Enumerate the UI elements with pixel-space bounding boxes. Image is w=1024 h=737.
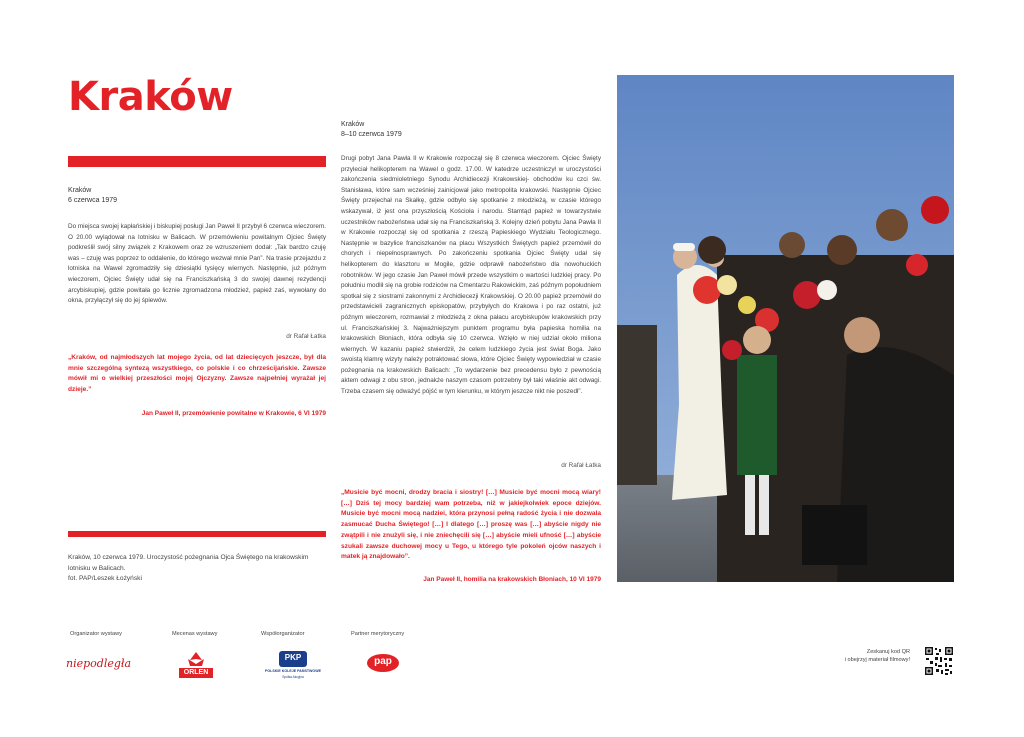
qr-instructions (798, 648, 910, 664)
photo-caption (68, 553, 326, 585)
left-quote: „Kraków, od najmłodszych lat mojego życia, od lat dziecięcych jeszcze, był dla mnie szczególną syntezą wszystkiego, co polskie i co chrześcijańskie. Zawsze mówił mi o wielkiej przeszłości mojej Ojczyzny. Zawsze najpełniej wyrażał jej dzieje.” (68, 354, 326, 394)
pkp-logo (263, 650, 323, 682)
left-quote-source: Jan Paweł II, przemówienie powitalne w Krakowie, 6 VI 1979 (141, 410, 326, 417)
middle-section-heading (341, 120, 601, 140)
middle-heading-date: 8–10 czerwca 1979 (341, 131, 402, 138)
middle-body-text: Drugi pobyt Jana Pawła II w Krakowie rozpoczął się 8 czerwca wieczorem. Ojciec Święty przyleciał helikopterem na Wawel o godz. 17.00. W katedrze uczestniczył w uroczystości zakończenia siedmioletniego Synodu Archidiecezji Krakowskiej- obchodów ku czci św. Stanisława, które sam wcześniej zainicjował jako metropolita krakowski. Następnie Ojciec Święty przejechał na Skałkę, gdzie odbyło się spotkanie z młodzieżą, w czasie którego wskazywał, iż jest ona przyszłością Kościoła i narodu. Stamtąd papież w towarzystwie uczestników nabożeństwa udał się na Franciszkańską 3. Kolejny dzień pobytu Jana Pawła II w Krakowie rozpoczął się od spotkania z rzeszą Papieskiego Wydziału Teologicznego. Następnie w bazylice franciszkanów na placu Wszystkich Świętych papież przemówił do chorych i niepełnosprawnych. Po zakończeniu spotkania Ojciec Święty udał się helikopterem do klasztoru w Mogile, gdzie odprawił nabożeństwo dla nowohuckich robotników. W jego czasie Jan Paweł mówił przede wszystkim o wartości ludzkiej pracy. Po południu modlił się na grobie rodziców na Cmentarzu Rakowickim, zaś późnym popołudniem spotkał się z siostrami zakonnymi z Archidiecezji Krakowskiej. O 20.00 papież przemówił do przedstawicieli zagranicznych episkopatów, przybyłych do Krakowa i po raz ostatni, już późnym wieczorem, rozmawiał z młodzieżą z okna pałacu arcybiskupów krakowskich przy ul. Franciszkańskiej 3. Najważniejszym punktem programu była papieska homilia na krakowskich Błoniach, która odbyła się 10 czerwca. Wzięło w niej udział około miliona wiernych. W kazaniu papież stwierdził, że celem ludzkiego życia jest świat Boga. Jako swoistą klamrę wizyty należy potraktować słowa, które Ojciec Święty wypowiedział w czasie pożegnania na krakowskich Balicach: „To wydarzenie bez precedensu było z pewnością aktem odwagi z obu stron, jednakże naszym czasom potrzebny był taki właśnie akt odwagi. Trzeba czasem się odważyć pójść w tym kierunku, w którym jeszcze nikt nie poszedł”. (341, 155, 601, 396)
pap-logo (366, 653, 400, 673)
pkp-logo-text: POLSKIE KOLEJE PAŃSTWOWE (264, 669, 322, 673)
middle-heading-place: Kraków (341, 121, 365, 128)
orlen-logo (178, 650, 214, 680)
organizer-logo: niepodległa (66, 657, 132, 670)
middle-quote-source: Jan Paweł II, homilia na krakowskich Błoniach, 10 VI 1979 (423, 576, 601, 583)
middle-author: dr Rafał Łatka (561, 462, 601, 469)
caption-accent-bar (68, 531, 326, 537)
orlen-logo-text: ORLEN (183, 669, 209, 676)
left-author: dr Rafał Łatka (286, 333, 326, 340)
left-heading-place: Kraków (68, 187, 92, 194)
pkp-logo-subtext: Spółka Akcyjna (282, 675, 304, 679)
organizer-label: Organizator wystawy (70, 631, 122, 637)
left-heading-date: 6 czerwca 1979 (68, 197, 118, 204)
coorganizer-label: Współorganizator (261, 631, 305, 637)
photo-credit: fot. PAP/Leszek Łożyński (68, 575, 142, 582)
pap-logo-text: pap (374, 656, 392, 667)
photo-caption-text: Kraków, 10 czerwca 1979. Uroczystość pożegnania Ojca Świętego na krakowskim lotnisku w Balicach. (68, 554, 309, 572)
middle-quote: „Musicie być mocni, drodzy bracia i siostry! […] Musicie być mocni mocą wiary! […] Dziś tej mocy bardziej wam potrzeba, niż w jakiejkolwiek epoce dziejów. Musicie być mocni mocą nadziei, która przynosi pełną radość życia i nie dozwala zasmucać Ducha Świętego! […] I dlatego […] proszę was […] abyście nigdy nie zwątpili i nie znużyli się, i nie zniechęcili się […] abyście mieli ufność […] abyście szukali zawsze duchowej mocy u Tego, u którego tyle pokoleń ojców naszych i matek ją znajdowało”. (341, 489, 601, 561)
accent-bar (68, 156, 326, 167)
left-body-text: Do miejsca swojej kapłańskiej i biskupiej posługi Jan Paweł II przybył 6 czerwca wieczorem. O 20.00 wylądował na lotnisku w Balicach. W przemówieniu powitalnym Ojciec Święty podkreślił swój silny związek z Krakowem oraz ze wzruszeniem dodał: „Tak bardzo czuję was – czuję was poprzez to oddalenie, do którego wezwał mnie Pan”. Na trasie przejazdu z lotniska na Wawel zgromadziły się dziesiątki tysięcy wiernych. Następnie, już późnym wieczorem, Ojciec Święty udał się na Franciszkańską 3 do swojej dawnej rezydencji arcybiskupiej, gdzie powitała go licznie zgromadzona młodzież, papież zaś, wywołany do okna, przyłączył się do jej śpiewów. (68, 223, 326, 305)
qr-code[interactable] (924, 646, 954, 676)
patron-label: Mecenas wystawy (172, 631, 218, 637)
partner-label: Partner merytoryczny (351, 631, 405, 637)
qr-line-1: Zeskanuj kod QR (866, 649, 910, 655)
page-title: Kraków (68, 74, 233, 120)
qr-line-2: i obejrzyj materiał filmowy! (844, 657, 910, 663)
photo-pope-farewell (617, 75, 954, 582)
left-section-heading (68, 186, 326, 206)
pkp-logo-mark: PKP (284, 653, 302, 662)
